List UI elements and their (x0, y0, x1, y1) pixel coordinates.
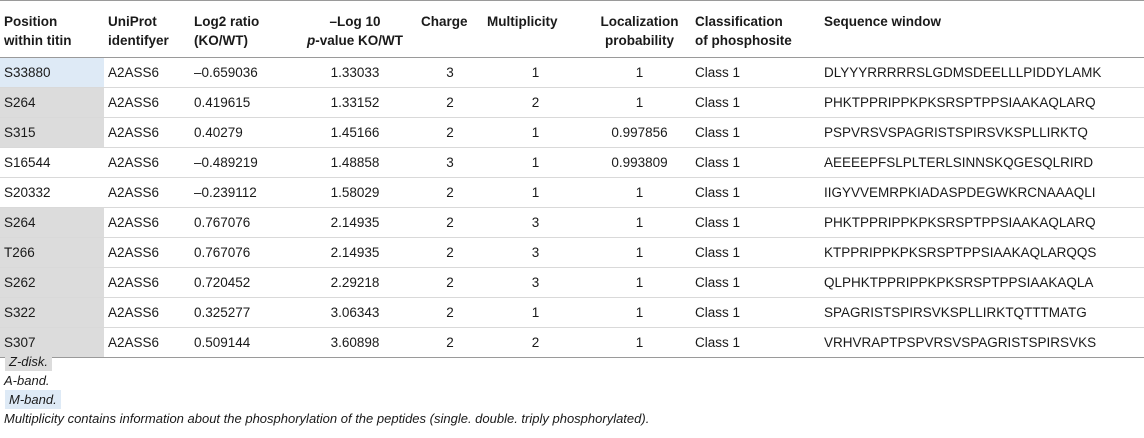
cell-uniprot: A2ASS6 (104, 148, 190, 178)
cell-uniprot: A2ASS6 (104, 88, 190, 118)
cell-position: S16544 (0, 148, 104, 178)
cell-multiplicity: 3 (483, 208, 588, 238)
cell-charge: 2 (417, 208, 483, 238)
header-neglog10-pvalue: –Log 10 p-value KO/WT (293, 1, 417, 58)
cell-multiplicity: 2 (483, 88, 588, 118)
header-classification: Classification of phosphosite (691, 1, 820, 58)
cell-uniprot: A2ASS6 (104, 298, 190, 328)
header-localization: Localization probability (588, 1, 691, 58)
table-row (0, 208, 1144, 238)
cell-position: S322 (0, 298, 104, 328)
cell-position: S315 (0, 118, 104, 148)
cell-charge: 2 (417, 298, 483, 328)
cell-localization: 0.997856 (588, 118, 691, 148)
cell-charge: 2 (417, 178, 483, 208)
cell-localization: 1 (588, 58, 691, 88)
cell-charge: 2 (417, 268, 483, 298)
table-row (0, 268, 1144, 298)
cell-log2-ratio: –0.239112 (190, 178, 293, 208)
cell-sequence-window: DLYYYRRRRRSLGDMSDEELLLPIDDYLAMK (820, 58, 1144, 88)
table-row (0, 238, 1144, 268)
cell-log2-ratio: 0.720452 (190, 268, 293, 298)
cell-sequence-window: AEEEEPFSLPLTERLSINNSKQGESQLRIRD (820, 148, 1144, 178)
cell-classification: Class 1 (691, 88, 820, 118)
cell-multiplicity: 1 (483, 298, 588, 328)
cell-sequence-window: VRHVRAPTPSPVRSVSPAGRISTSPIRSVKS (820, 328, 1144, 358)
cell-localization: 1 (588, 178, 691, 208)
cell-position: S20332 (0, 178, 104, 208)
cell-neglog10-pvalue: 2.29218 (293, 268, 417, 298)
cell-multiplicity: 1 (483, 58, 588, 88)
cell-charge: 2 (417, 118, 483, 148)
cell-position: S262 (0, 268, 104, 298)
table-row (0, 178, 1144, 208)
cell-uniprot: A2ASS6 (104, 178, 190, 208)
cell-classification: Class 1 (691, 118, 820, 148)
table-footnotes (0, 352, 1144, 428)
header-sequence-window: Sequence window (820, 1, 1144, 58)
cell-position: S33880 (0, 58, 104, 88)
cell-uniprot: A2ASS6 (104, 238, 190, 268)
cell-charge: 3 (417, 148, 483, 178)
cell-log2-ratio: –0.659036 (190, 58, 293, 88)
cell-localization: 1 (588, 88, 691, 118)
cell-classification: Class 1 (691, 238, 820, 268)
cell-multiplicity: 3 (483, 268, 588, 298)
cell-position: S264 (0, 208, 104, 238)
cell-charge: 2 (417, 238, 483, 268)
table-header-row (0, 1, 1144, 58)
cell-position: T266 (0, 238, 104, 268)
cell-log2-ratio: 0.419615 (190, 88, 293, 118)
header-multiplicity: Multiplicity (483, 1, 588, 58)
cell-neglog10-pvalue: 2.14935 (293, 238, 417, 268)
cell-uniprot: A2ASS6 (104, 268, 190, 298)
cell-neglog10-pvalue: 3.60898 (293, 328, 417, 358)
cell-log2-ratio: 0.767076 (190, 208, 293, 238)
header-uniprot: UniProt identifyer (104, 1, 190, 58)
cell-sequence-window: PHKTPPRIPPKPKSRSPTPPSIAAKAQLARQ (820, 208, 1144, 238)
cell-sequence-window: SPAGRISTSPIRSVKSPLLIRKTQTTTMATG (820, 298, 1144, 328)
legend-a-band: A-band. (4, 373, 50, 388)
cell-classification: Class 1 (691, 148, 820, 178)
cell-multiplicity: 1 (483, 178, 588, 208)
cell-charge: 3 (417, 58, 483, 88)
table-row (0, 58, 1144, 88)
cell-localization: 1 (588, 208, 691, 238)
cell-localization: 1 (588, 268, 691, 298)
cell-classification: Class 1 (691, 208, 820, 238)
table-row (0, 298, 1144, 328)
cell-uniprot: A2ASS6 (104, 58, 190, 88)
cell-uniprot: A2ASS6 (104, 208, 190, 238)
cell-localization: 1 (588, 328, 691, 358)
cell-sequence-window: KTPPRIPPKPKSRSPTPPSIAAKAQLARQQS (820, 238, 1144, 268)
cell-neglog10-pvalue: 2.14935 (293, 208, 417, 238)
cell-classification: Class 1 (691, 58, 820, 88)
table-row (0, 148, 1144, 178)
cell-localization: 0.993809 (588, 148, 691, 178)
header-position: Position within titin (0, 1, 104, 58)
cell-log2-ratio: 0.325277 (190, 298, 293, 328)
m-band-swatch: M-band. (5, 390, 61, 409)
cell-localization: 1 (588, 238, 691, 268)
header-charge: Charge (417, 1, 483, 58)
legend-multiplicity-note: Multiplicity contains information about the phosphorylation of the peptides (single. double. triply phosphorylated). (4, 411, 650, 426)
cell-multiplicity: 1 (483, 118, 588, 148)
cell-log2-ratio: 0.40279 (190, 118, 293, 148)
cell-uniprot: A2ASS6 (104, 118, 190, 148)
legend-m-band (0, 390, 1144, 409)
cell-uniprot: A2ASS6 (104, 328, 190, 358)
cell-neglog10-pvalue: 3.06343 (293, 298, 417, 328)
z-disk-swatch: Z-disk. (5, 352, 52, 371)
cell-classification: Class 1 (691, 268, 820, 298)
table-row (0, 88, 1144, 118)
cell-sequence-window: QLPHKTPPRIPPKPKSRSPTPPSIAAKAQLA (820, 268, 1144, 298)
cell-position: S307 (0, 328, 104, 358)
cell-sequence-window: PSPVRSVSPAGRISTSPIRSVKSPLLIRKTQ (820, 118, 1144, 148)
cell-multiplicity: 3 (483, 238, 588, 268)
cell-localization: 1 (588, 298, 691, 328)
table-row (0, 118, 1144, 148)
cell-multiplicity: 2 (483, 328, 588, 358)
cell-neglog10-pvalue: 1.45166 (293, 118, 417, 148)
cell-classification: Class 1 (691, 328, 820, 358)
cell-sequence-window: IIGYVVEMRPKIADASPDEGWKRCNAAAQLI (820, 178, 1144, 208)
cell-position: S264 (0, 88, 104, 118)
cell-neglog10-pvalue: 1.33033 (293, 58, 417, 88)
cell-log2-ratio: –0.489219 (190, 148, 293, 178)
cell-multiplicity: 1 (483, 148, 588, 178)
cell-classification: Class 1 (691, 178, 820, 208)
cell-log2-ratio: 0.767076 (190, 238, 293, 268)
cell-neglog10-pvalue: 1.48858 (293, 148, 417, 178)
cell-neglog10-pvalue: 1.33152 (293, 88, 417, 118)
cell-charge: 2 (417, 88, 483, 118)
cell-sequence-window: PHKTPPRIPPKPKSRSPTPPSIAAKAQLARQ (820, 88, 1144, 118)
cell-charge: 2 (417, 328, 483, 358)
legend-z-disk (0, 352, 1144, 371)
header-log2-ratio: Log2 ratio (KO/WT) (190, 1, 293, 58)
cell-classification: Class 1 (691, 298, 820, 328)
cell-neglog10-pvalue: 1.58029 (293, 178, 417, 208)
cell-log2-ratio: 0.509144 (190, 328, 293, 358)
